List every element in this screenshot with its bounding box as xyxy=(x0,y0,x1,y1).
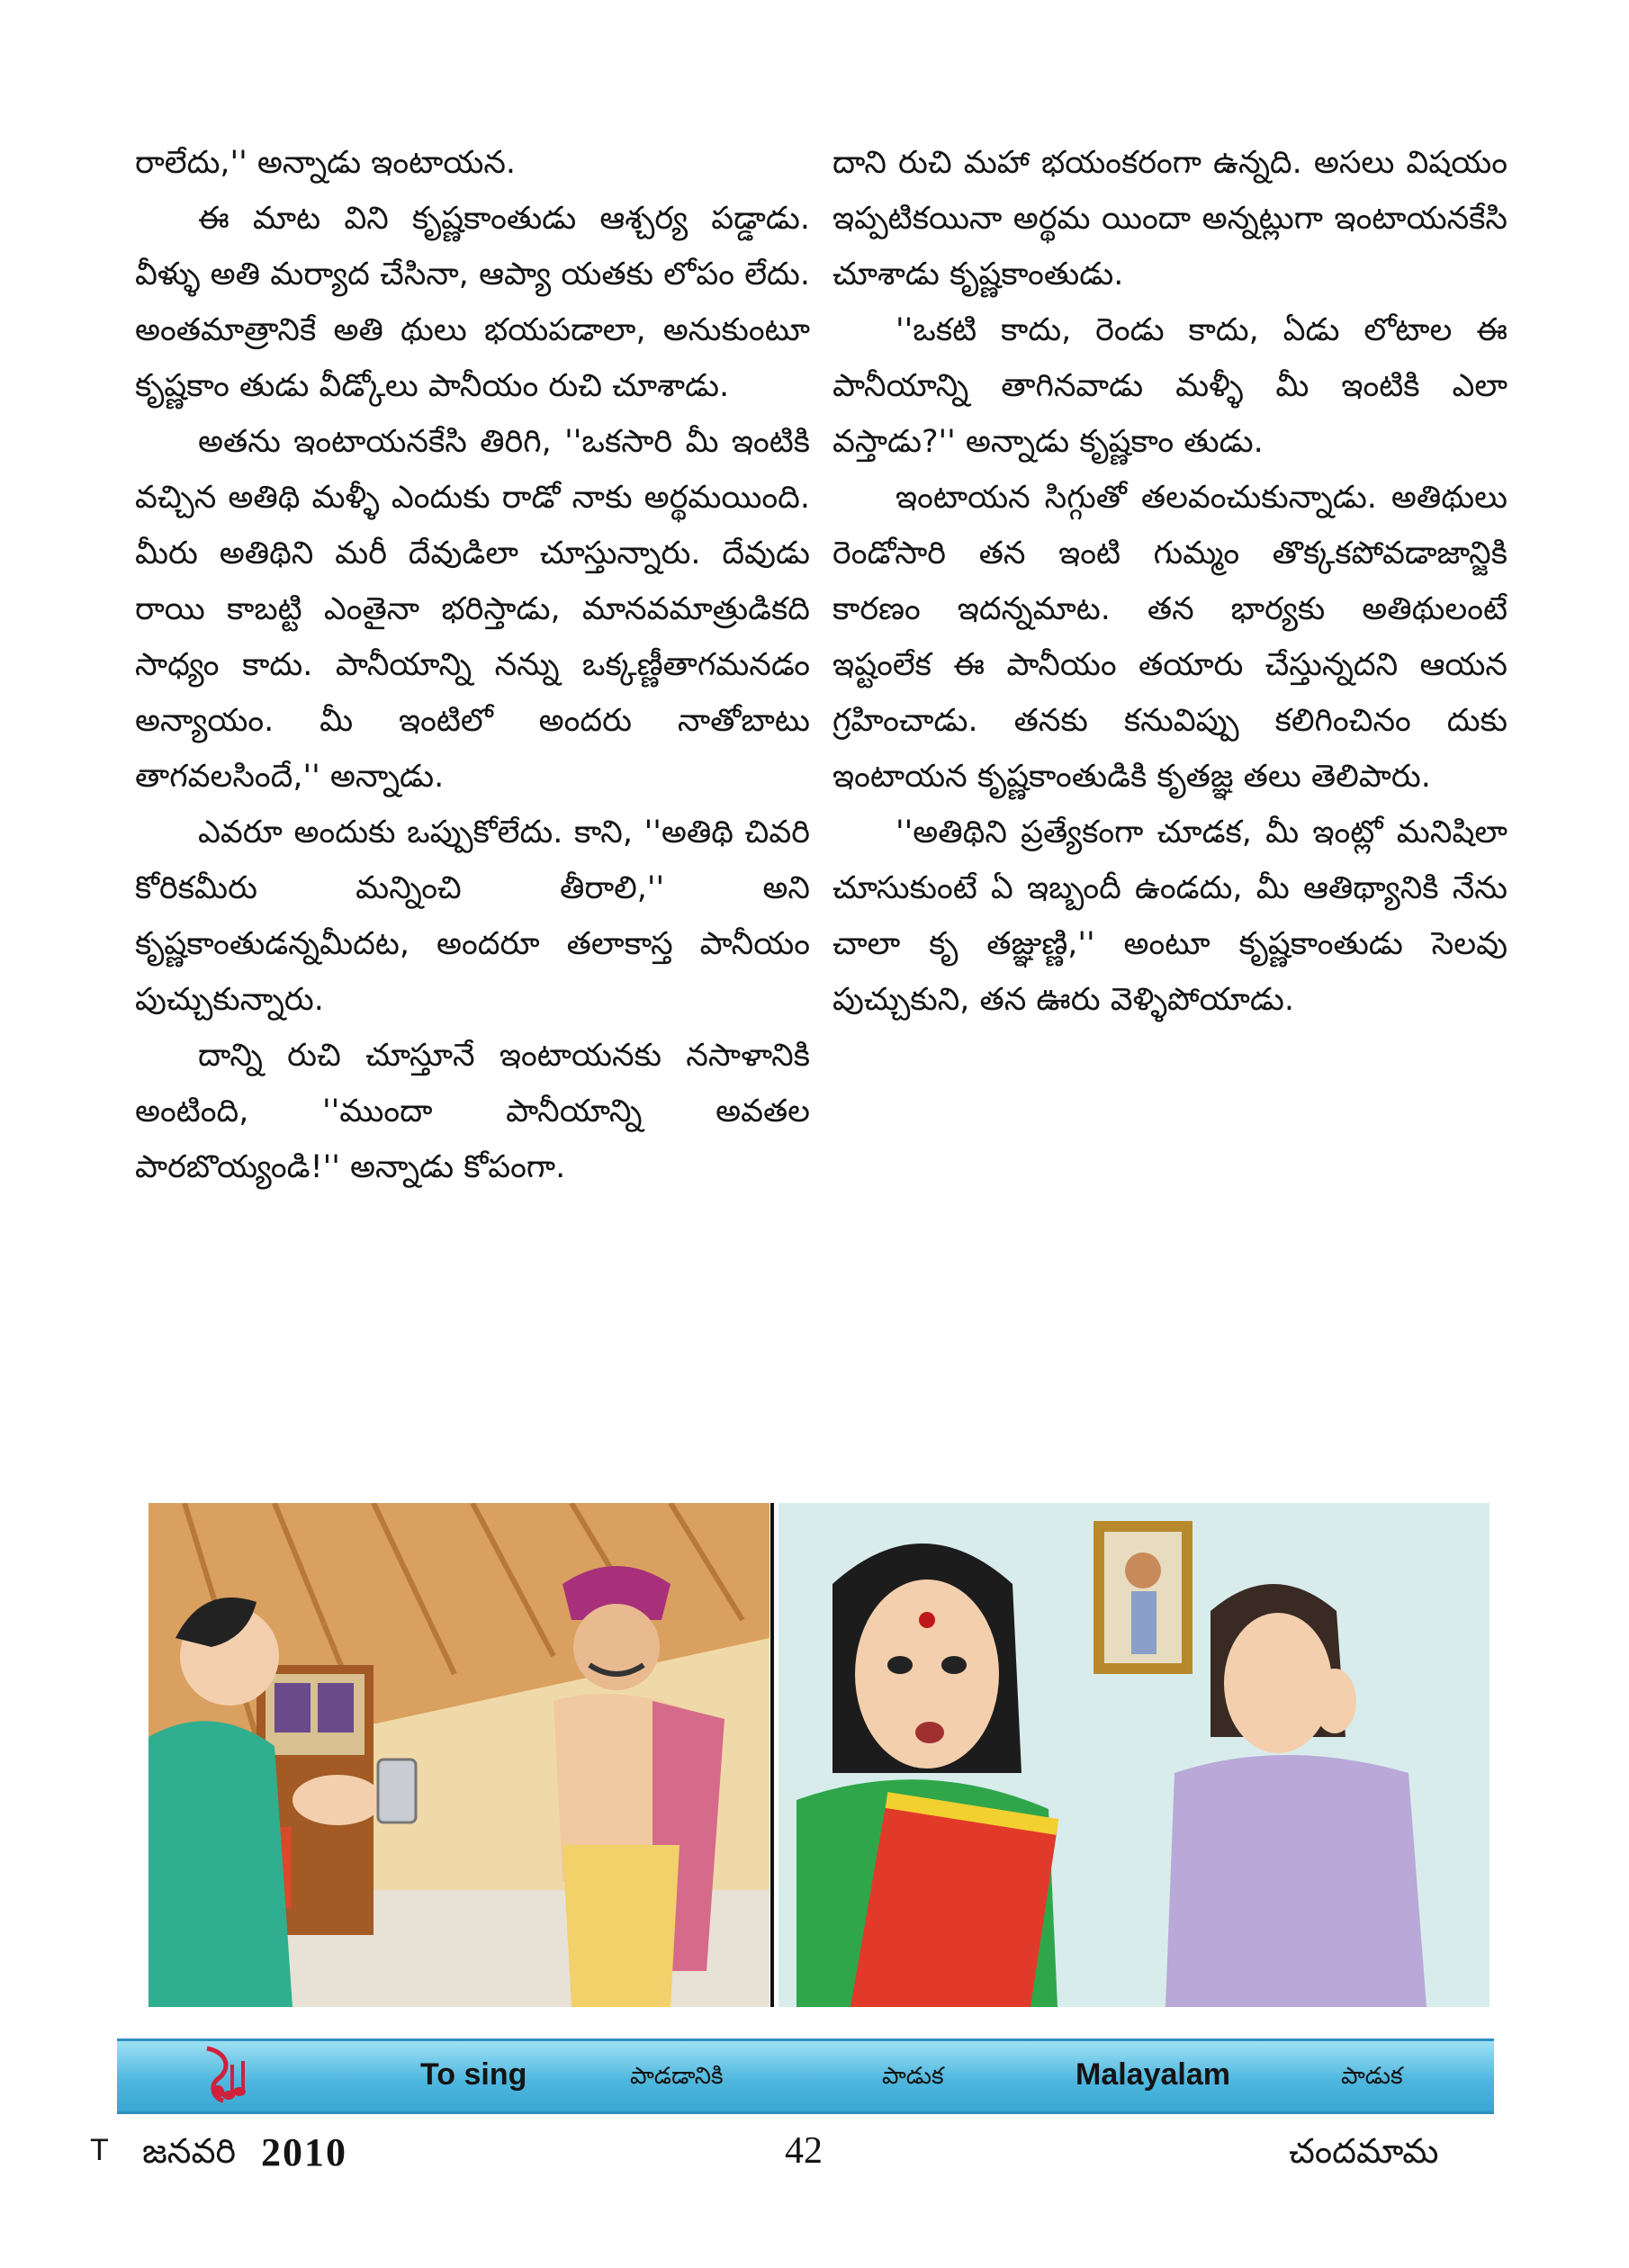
telugu-script-word: పాడుక xyxy=(882,2063,944,2090)
story-paragraph: దాని రుచి మహా భయంకరంగా ఉన్నది. అసలు విషయం ఇప్పటికయినా అర్థమ యిందా అన్నట్లుగా ఇంటాయనకేసి చూశాడు కృష్ణకాంతుడు. xyxy=(832,145,1508,292)
illustration-art xyxy=(148,1503,1490,2007)
story-paragraph: ''అతిథిని ప్రత్యేకంగా చూడక, మీ ఇంట్లో మనిషిలా చూసుకుంటే ఏ ఇబ్బందీ ఉండదు, మీ ఆతిథ్యానికి నేను చాలా కృ తజ్ఞుణ్ణి,'' అంటూ కృష్ణకాంతుడు సెలవు పుచ్చుకుని, తన ఊరు వెళ్ళిపోయాడు. xyxy=(832,814,1508,1018)
story-paragraph: ''ఒకటి కాదు, రెండు కాదు, ఏడు లోటాల ఈ పానీయాన్ని తాగినవాడు మళ్ళీ మీ ఇంటికి ఎలా వస్తాడు?'' అన్నాడు కృష్ణకాం తుడు. xyxy=(832,312,1508,460)
story-paragraph: రాలేదు,'' అన్నాడు ఇంటాయన. xyxy=(135,145,517,181)
story-illustration xyxy=(148,1503,1490,2007)
music-note-icon xyxy=(191,2043,254,2108)
telugu-transliteration: పాడుక xyxy=(1341,2063,1403,2090)
issue-month: జనవరి xyxy=(142,2131,237,2171)
story-paragraph: ఈ మాట విని కృష్ణకాంతుడు ఆశ్చర్య పడ్డాడు. వీళ్ళు అతి మర్యాద చేసినా, ఆప్యా యతకు లోపం లేదు. అంతమాత్రానికే అతి థులు భయపడాలా, అనుకుంటూ కృష్ణకాం తుడు వీడ్కోలు పానీయం రుచి చూశాడు. xyxy=(135,201,810,404)
story-paragraph: అతను ఇంటాయనకేసి తిరిగి, ''ఒకసారి మీ ఇంటికి వచ్చిన అతిథి మళ్ళీ ఎందుకు రాడో నాకు అర్థమయింది. మీరు అతిథిని మరీ దేవుడిలా చూస్తున్నారు. దేవుడు రాయి కాబట్టి ఎంతైనా భరిస్తాడు, మానవమాత్రుడికది సాధ్యం కాదు. పానీయాన్ని నన్ను ఒక్కణ్ణీతాగమనడం అన్యాయం. మీ ఇంటిలో అందరు నాతోబాటు తాగవలసిందే,'' అన్నాడు. xyxy=(135,424,810,795)
story-paragraph: ఎవరూ అందుకు ఒప్పుకోలేదు. కాని, ''అతిథి చివరి కోరికమీరు మన్నించి తీరాలి,'' అని కృష్ణకాంతుడన్నమీదట, అందరూ తలాకాస్త పానీయం పుచ్చుకున్నారు. xyxy=(135,814,810,1018)
story-paragraph: దాన్ని రుచి చూస్తూనే ఇంటాయనకు నసాళానికి అంటింది, ''ముందా పానీయాన్ని అవతల పారబొయ్యండి!'' అన్నాడు కోపంగా. xyxy=(135,1038,810,1185)
magazine-name: చందమామ xyxy=(1289,2131,1439,2171)
page-number: 42 xyxy=(785,2130,823,2172)
language-name: Malayalam xyxy=(1076,2057,1230,2092)
vocabulary-band xyxy=(117,2038,1494,2114)
issue-year: 2010 xyxy=(261,2130,347,2174)
story-column-right xyxy=(832,135,1508,1028)
telugu-meaning: పాడడానికి xyxy=(630,2063,724,2090)
story-paragraph: ఇంటాయన సిగ్గుతో తలవంచుకున్నాడు. అతిథులు రెండోసారి తన ఇంటి గుమ్మం తొక్కకపోవడాజాన్జికి కారణం ఇదన్నమాట. తన భార్యకు అతిథులంటే ఇష్టంలేక ఈ పానీయం తయారు చేస్తున్నదని ఆయన గ్రహించాడు. తనకు కనువిప్పు కలిగించినం దుకు ఇంటాయన కృష్ణకాంతుడికి కృతజ్ఞ తలు తెలిపారు. xyxy=(832,480,1508,795)
edition-code: T xyxy=(90,2133,109,2167)
story-column-left xyxy=(135,135,810,1195)
english-word: To sing xyxy=(420,2057,527,2092)
